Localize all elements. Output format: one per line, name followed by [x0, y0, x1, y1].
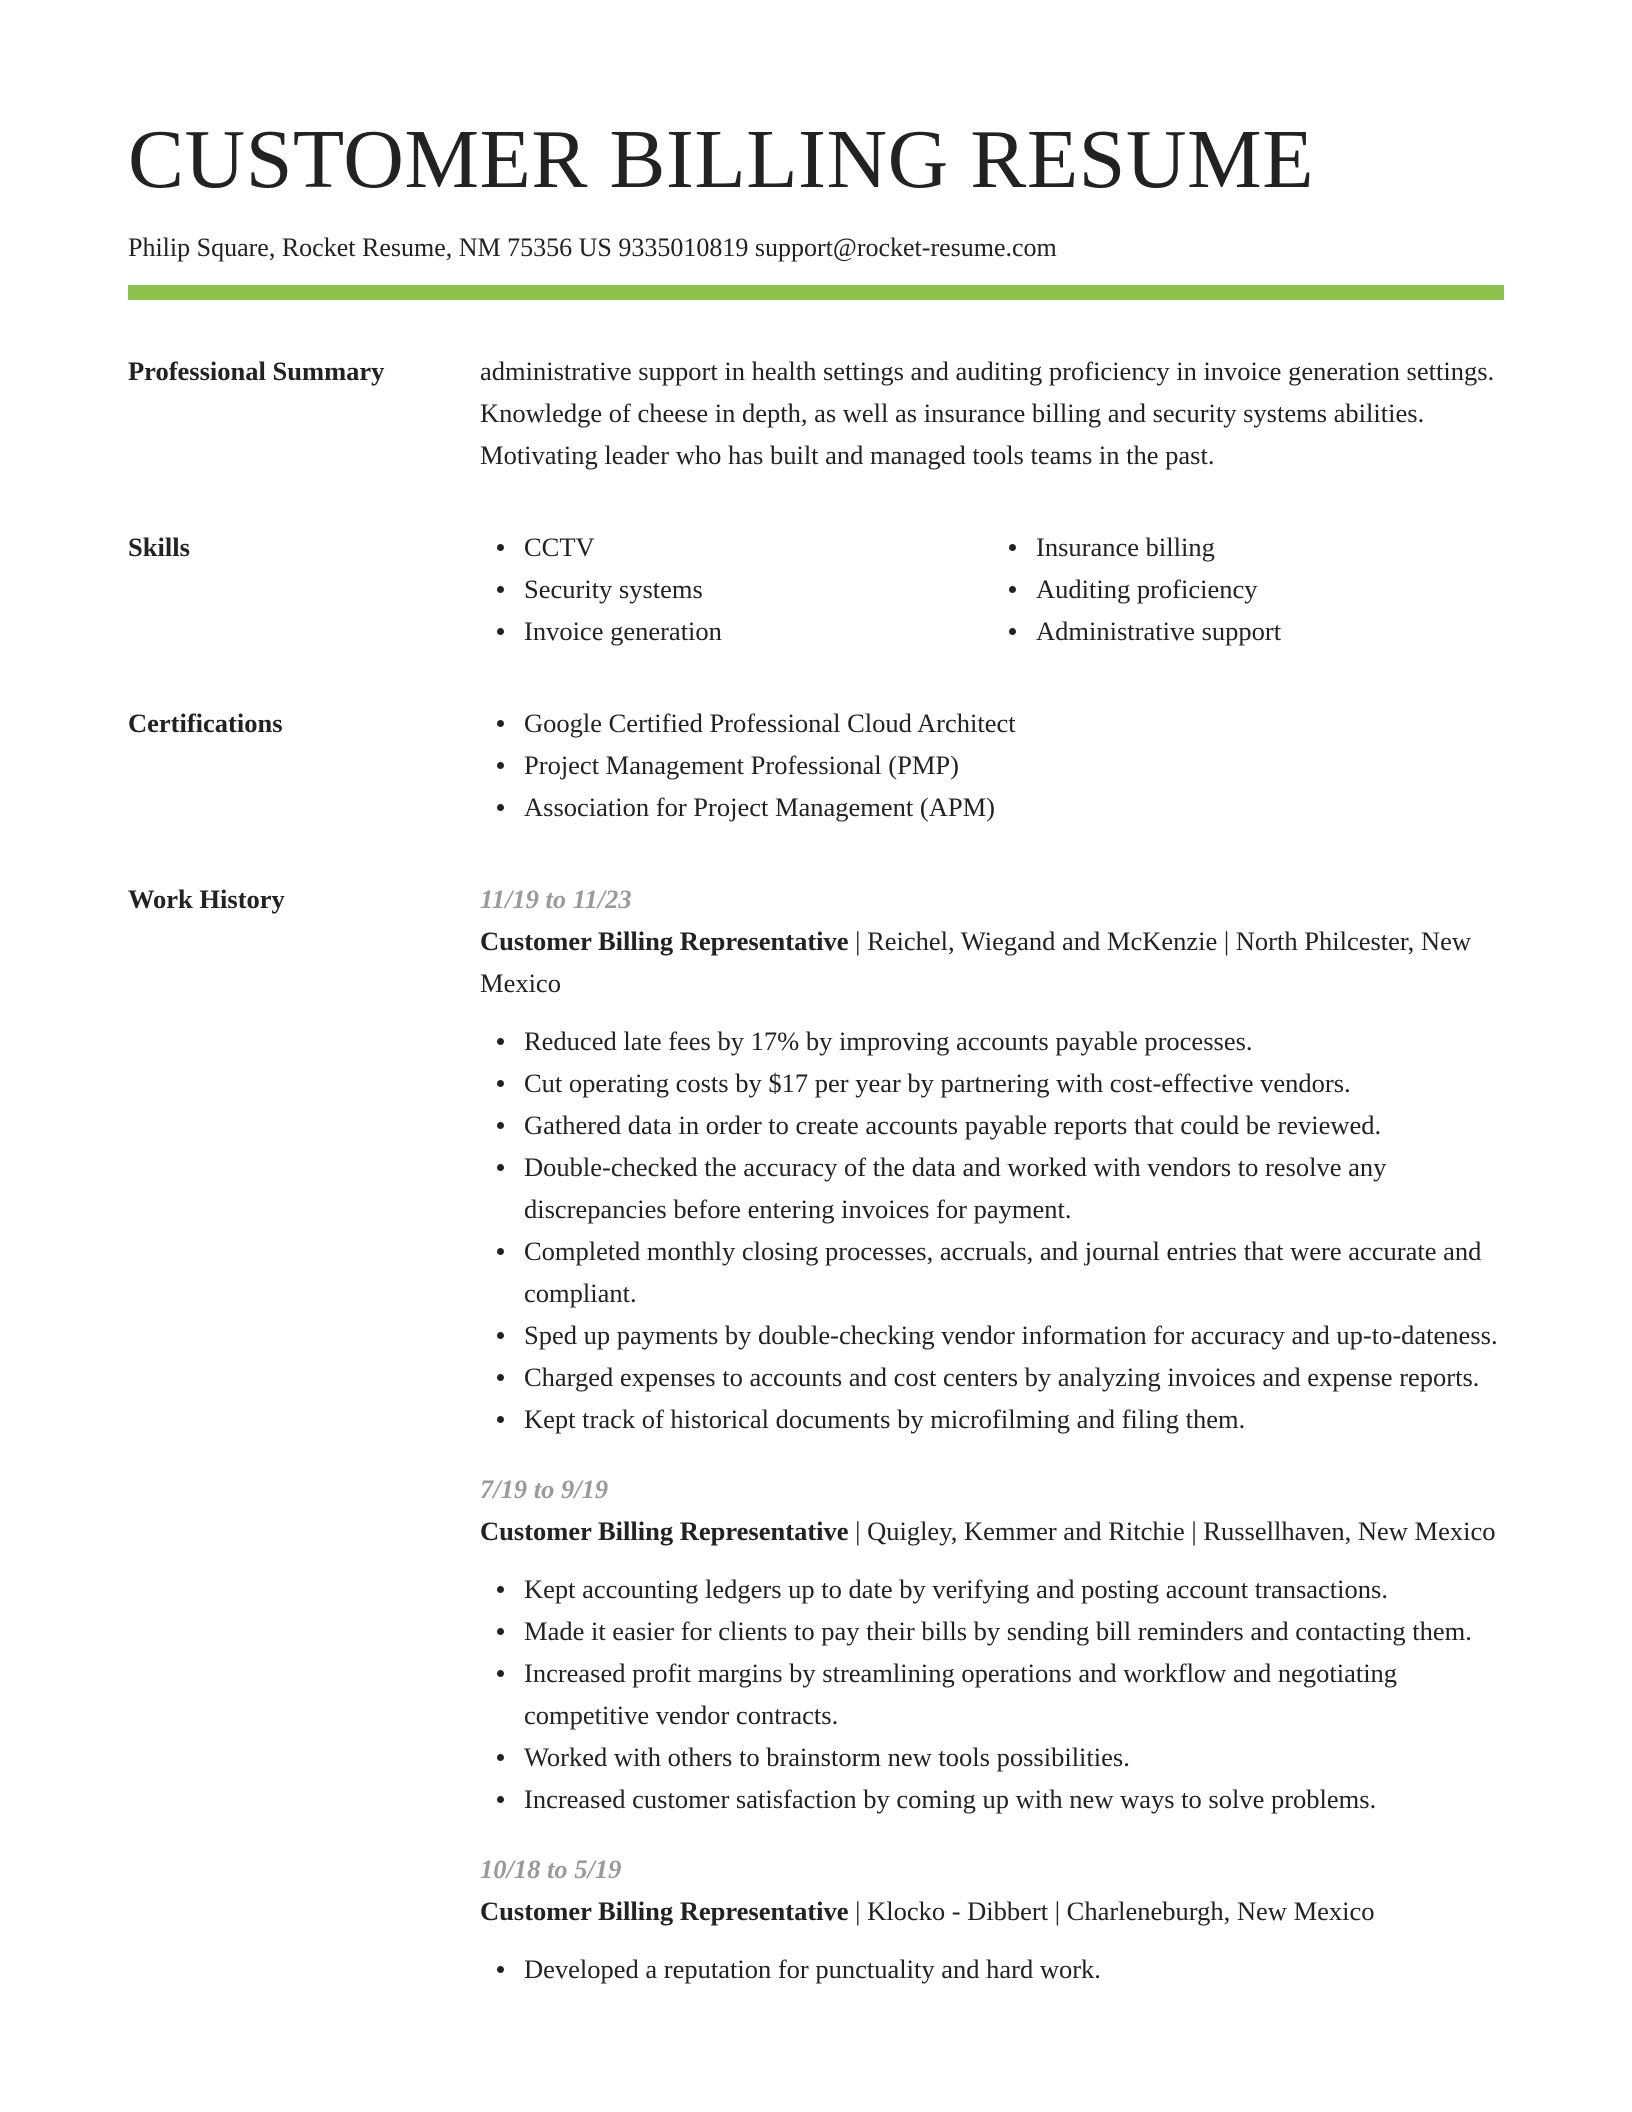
- job-details: | Quigley, Kemmer and Ritchie | Russellhaven, New Mexico: [848, 1516, 1496, 1547]
- contact-address: Philip Square, Rocket Resume, NM 75356 US: [128, 233, 612, 262]
- job-title: Customer Billing Representative: [480, 1516, 849, 1547]
- job-entry: [480, 1848, 1504, 1990]
- work-history-section: [128, 878, 1504, 2018]
- job-bullet: Kept track of historical documents by microfilming and filing them.: [524, 1398, 1504, 1440]
- contact-line: [128, 232, 1504, 263]
- job-bullet: Made it easier for clients to pay their bills by sending bill reminders and contacting them.: [524, 1610, 1504, 1652]
- job-bullet: Reduced late fees by 17% by improving accounts payable processes.: [524, 1020, 1504, 1062]
- job-details: | Reichel, Wiegand and McKenzie | North Philcester, New Mexico: [480, 926, 1471, 999]
- skills-column-2: [992, 526, 1504, 652]
- job-bullet: Increased profit margins by streamlining operations and workflow and negotiating competitive vendor contracts.: [524, 1652, 1504, 1736]
- section-label-summary: Professional Summary: [128, 356, 385, 387]
- job-details: | Klocko - Dibbert | Charleneburgh, New Mexico: [848, 1896, 1375, 1927]
- summary-text: administrative support in health settings and auditing proficiency in invoice generation settings. Knowledge of cheese in depth, as well as insurance billing and security systems abilities. Motivating leader who has built and managed tools teams in the past.: [480, 356, 1495, 471]
- job-heading: [480, 1890, 1504, 1932]
- job-bullet: Developed a reputation for punctuality and hard work.: [524, 1948, 1504, 1990]
- certifications-body: [480, 702, 1504, 828]
- summary-section: [128, 350, 1504, 476]
- section-label-work-history: Work History: [128, 884, 285, 915]
- certification-item: Association for Project Management (APM): [524, 786, 1504, 828]
- job-bullet: Charged expenses to accounts and cost centers by analyzing invoices and expense reports.: [524, 1356, 1504, 1398]
- job-heading: [480, 1510, 1504, 1552]
- section-label-skills: Skills: [128, 532, 190, 563]
- job-bullets: [480, 1948, 1504, 1990]
- summary-body: [480, 350, 1504, 476]
- job-bullet: Cut operating costs by $17 per year by partnering with cost-effective vendors.: [524, 1062, 1504, 1104]
- header-divider: [128, 285, 1504, 300]
- certification-item: Google Certified Professional Cloud Architect: [524, 702, 1504, 744]
- skill-item: Auditing proficiency: [1036, 568, 1504, 610]
- certifications-list: [480, 702, 1504, 828]
- skill-item: Administrative support: [1036, 610, 1504, 652]
- job-bullet: Sped up payments by double-checking vendor information for accuracy and up-to-dateness.: [524, 1314, 1504, 1356]
- job-title: Customer Billing Representative: [480, 926, 849, 957]
- job-bullet: Completed monthly closing processes, accruals, and journal entries that were accurate and compliant.: [524, 1230, 1504, 1314]
- skill-item: Insurance billing: [1036, 526, 1504, 568]
- job-entry: [480, 1468, 1504, 1820]
- job-bullet: Worked with others to brainstorm new tools possibilities.: [524, 1736, 1504, 1778]
- job-heading: [480, 920, 1504, 1004]
- skills-section: [128, 526, 1504, 652]
- job-bullet: Increased customer satisfaction by coming up with new ways to solve problems.: [524, 1778, 1504, 1820]
- job-dates: 10/18 to 5/19: [480, 1854, 622, 1885]
- certification-item: Project Management Professional (PMP): [524, 744, 1504, 786]
- job-title: Customer Billing Representative: [480, 1896, 849, 1927]
- job-entry: [480, 878, 1504, 1440]
- job-bullet: Double-checked the accuracy of the data and worked with vendors to resolve any discrepancies before entering invoices for payment.: [524, 1146, 1504, 1230]
- resume-title: CUSTOMER BILLING RESUME: [128, 113, 1315, 206]
- job-dates: 11/19 to 11/23: [480, 884, 632, 915]
- job-dates: 7/19 to 9/19: [480, 1474, 609, 1505]
- skill-item: Invoice generation: [524, 610, 992, 652]
- skill-item: Security systems: [524, 568, 992, 610]
- work-history-body: [480, 878, 1504, 2018]
- contact-email[interactable]: support@rocket-resume.com: [754, 233, 1057, 262]
- job-bullet: Kept accounting ledgers up to date by verifying and posting account transactions.: [524, 1568, 1504, 1610]
- skill-item: CCTV: [524, 526, 992, 568]
- skills-body: [480, 526, 1504, 652]
- skills-column-1: [480, 526, 992, 652]
- job-bullet: Gathered data in order to create accounts payable reports that could be reviewed.: [524, 1104, 1504, 1146]
- certifications-section: [128, 702, 1504, 828]
- job-bullets: [480, 1020, 1504, 1440]
- job-bullets: [480, 1568, 1504, 1820]
- section-label-certifications: Certifications: [128, 708, 283, 739]
- contact-phone: 9335010819: [618, 233, 749, 262]
